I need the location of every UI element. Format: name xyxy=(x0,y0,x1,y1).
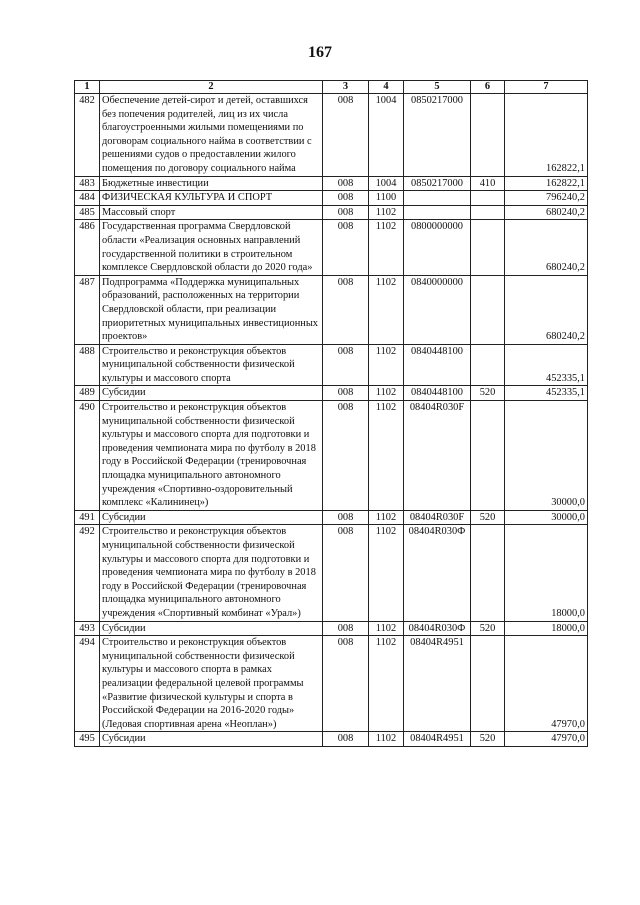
table-row xyxy=(75,386,588,401)
row-target-code: 08404R030Ф xyxy=(404,621,471,636)
row-name: Строительство и реконструкция объектов муниципальной собственности физической культуры и массового спорта для подготовки и проведения чемпионата мира по футболу в 2018 году в Российской Федерации (тренировочная площадка муниципального автономного учреждения «Спортивно-оздоровительный комплекс «Калининец») xyxy=(100,401,323,511)
row-amount: 18000,0 xyxy=(505,525,588,621)
row-target-code xyxy=(404,191,471,206)
row-target-code: 08404R4951 xyxy=(404,732,471,747)
row-name: Субсидии xyxy=(100,732,323,747)
header-cell: 5 xyxy=(404,81,471,94)
row-amount: 680240,2 xyxy=(505,275,588,344)
row-grbs-code: 008 xyxy=(323,275,369,344)
row-grbs-code: 008 xyxy=(323,636,369,732)
table-row xyxy=(75,205,588,220)
row-target-code: 0840000000 xyxy=(404,275,471,344)
row-name: Государственная программа Свердловской области «Реализация основных направлений государственной политики в строительном комплексе Свердловской области до 2020 года» xyxy=(100,220,323,275)
header-cell: 2 xyxy=(100,81,323,94)
row-amount: 452335,1 xyxy=(505,386,588,401)
table-row xyxy=(75,344,588,386)
table-row xyxy=(75,220,588,275)
row-grbs-code: 008 xyxy=(323,732,369,747)
row-expense-type-code xyxy=(471,220,505,275)
row-expense-type-code xyxy=(471,205,505,220)
row-number: 494 xyxy=(75,636,100,732)
row-target-code: 08404R4951 xyxy=(404,636,471,732)
row-target-code: 08404R030F xyxy=(404,401,471,511)
row-target-code: 08404R030F xyxy=(404,510,471,525)
row-expense-type-code: 410 xyxy=(471,176,505,191)
row-target-code: 0840448100 xyxy=(404,344,471,386)
row-name: Субсидии xyxy=(100,386,323,401)
budget-table xyxy=(74,80,588,747)
row-grbs-code: 008 xyxy=(323,220,369,275)
row-number: 487 xyxy=(75,275,100,344)
row-name: Субсидии xyxy=(100,621,323,636)
row-name: Подпрограмма «Поддержка муниципальных образований, расположенных на территории Свердловской области, при реализации приоритетных муниципальных инвестиционных проектов» xyxy=(100,275,323,344)
row-number: 490 xyxy=(75,401,100,511)
row-number: 486 xyxy=(75,220,100,275)
row-amount: 30000,0 xyxy=(505,401,588,511)
row-expense-type-code xyxy=(471,525,505,621)
header-cell: 4 xyxy=(369,81,404,94)
table-row xyxy=(75,94,588,177)
table-row xyxy=(75,510,588,525)
table-header-row xyxy=(75,81,588,94)
row-amount: 162822,1 xyxy=(505,176,588,191)
row-amount: 796240,2 xyxy=(505,191,588,206)
row-expense-type-code xyxy=(471,191,505,206)
row-grbs-code: 008 xyxy=(323,344,369,386)
row-amount: 18000,0 xyxy=(505,621,588,636)
table-row xyxy=(75,621,588,636)
table-row xyxy=(75,176,588,191)
row-number: 485 xyxy=(75,205,100,220)
row-grbs-code: 008 xyxy=(323,205,369,220)
row-grbs-code: 008 xyxy=(323,176,369,191)
row-expense-type-code xyxy=(471,636,505,732)
row-number: 489 xyxy=(75,386,100,401)
table-body xyxy=(75,94,588,747)
row-grbs-code: 008 xyxy=(323,94,369,177)
row-grbs-code: 008 xyxy=(323,401,369,511)
row-section-code: 1100 xyxy=(369,191,404,206)
row-expense-type-code xyxy=(471,401,505,511)
row-number: 493 xyxy=(75,621,100,636)
row-number: 484 xyxy=(75,191,100,206)
row-section-code: 1004 xyxy=(369,176,404,191)
row-amount: 452335,1 xyxy=(505,344,588,386)
row-target-code: 0800000000 xyxy=(404,220,471,275)
header-cell: 3 xyxy=(323,81,369,94)
header-cell: 6 xyxy=(471,81,505,94)
row-amount: 47970,0 xyxy=(505,636,588,732)
page-number: 167 xyxy=(308,44,332,61)
row-section-code: 1102 xyxy=(369,732,404,747)
row-name: ФИЗИЧЕСКАЯ КУЛЬТУРА И СПОРТ xyxy=(100,191,323,206)
row-number: 482 xyxy=(75,94,100,177)
row-name: Строительство и реконструкция объектов муниципальной собственности физической культуры и массового спорта xyxy=(100,344,323,386)
row-target-code: 0850217000 xyxy=(404,94,471,177)
row-section-code: 1102 xyxy=(369,220,404,275)
row-target-code: 0850217000 xyxy=(404,176,471,191)
row-number: 488 xyxy=(75,344,100,386)
row-name: Строительство и реконструкция объектов муниципальной собственности физической культуры и массового спорта в рамках реализации федеральной целевой программы «Развитие физической культуры и спорта в Российской Федерации на 2016-2020 годы» (Ледовая спортивная арена «Неоплан») xyxy=(100,636,323,732)
row-expense-type-code xyxy=(471,344,505,386)
row-section-code: 1102 xyxy=(369,621,404,636)
row-grbs-code: 008 xyxy=(323,386,369,401)
row-section-code: 1102 xyxy=(369,525,404,621)
table-row xyxy=(75,401,588,511)
row-target-code: 0840448100 xyxy=(404,386,471,401)
table-row xyxy=(75,525,588,621)
row-grbs-code: 008 xyxy=(323,621,369,636)
table-row xyxy=(75,191,588,206)
row-section-code: 1102 xyxy=(369,401,404,511)
row-amount: 162822,1 xyxy=(505,94,588,177)
row-expense-type-code: 520 xyxy=(471,386,505,401)
row-expense-type-code: 520 xyxy=(471,510,505,525)
row-number: 491 xyxy=(75,510,100,525)
header-cell: 1 xyxy=(75,81,100,94)
row-name: Массовый спорт xyxy=(100,205,323,220)
row-name: Строительство и реконструкция объектов муниципальной собственности физической культуры и массового спорта для подготовки и проведения чемпионата мира по футболу в 2018 году в Российской Федерации (тренировочная площадка муниципального автономного учреждения «Спортивный комбинат «Урал») xyxy=(100,525,323,621)
header-cell: 7 xyxy=(505,81,588,94)
row-name: Обеспечение детей-сирот и детей, оставшихся без попечения родителей, лиц из их числа благоустроенными жилыми помещениями по договорам социального найма в соответствии с решениями судов о предоставлении жилого помещения по договору социального найма xyxy=(100,94,323,177)
row-number: 492 xyxy=(75,525,100,621)
row-section-code: 1102 xyxy=(369,510,404,525)
row-expense-type-code: 520 xyxy=(471,621,505,636)
row-amount: 30000,0 xyxy=(505,510,588,525)
row-grbs-code: 008 xyxy=(323,510,369,525)
row-amount: 680240,2 xyxy=(505,220,588,275)
row-expense-type-code: 520 xyxy=(471,732,505,747)
row-amount: 47970,0 xyxy=(505,732,588,747)
row-section-code: 1102 xyxy=(369,205,404,220)
row-expense-type-code xyxy=(471,275,505,344)
row-target-code xyxy=(404,205,471,220)
row-section-code: 1102 xyxy=(369,344,404,386)
row-grbs-code: 008 xyxy=(323,525,369,621)
row-number: 483 xyxy=(75,176,100,191)
row-expense-type-code xyxy=(471,94,505,177)
table-row xyxy=(75,636,588,732)
row-amount: 680240,2 xyxy=(505,205,588,220)
row-grbs-code: 008 xyxy=(323,191,369,206)
row-section-code: 1102 xyxy=(369,636,404,732)
row-section-code: 1102 xyxy=(369,275,404,344)
table-row xyxy=(75,275,588,344)
table-row xyxy=(75,732,588,747)
row-target-code: 08404R030Ф xyxy=(404,525,471,621)
row-section-code: 1004 xyxy=(369,94,404,177)
row-name: Субсидии xyxy=(100,510,323,525)
row-section-code: 1102 xyxy=(369,386,404,401)
row-name: Бюджетные инвестиции xyxy=(100,176,323,191)
row-number: 495 xyxy=(75,732,100,747)
